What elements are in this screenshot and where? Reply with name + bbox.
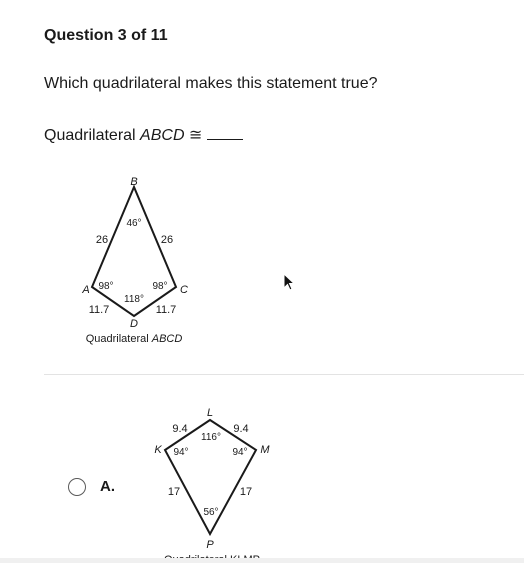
angle-a-label: 98° [98, 281, 114, 292]
vertex-m-label: M [260, 444, 270, 456]
question-header: Question 3 of 11 [44, 27, 168, 44]
angle-p-label: 56° [203, 507, 219, 518]
vertex-p-label: P [206, 539, 214, 551]
choice-a-letter: A. [100, 478, 115, 495]
side-lm-label: 9.4 [233, 423, 249, 435]
bottom-scroll-strip [0, 558, 524, 563]
question-prompt: Which quadrilateral makes this statement true? [44, 75, 378, 92]
mouse-cursor-icon [283, 273, 297, 298]
angle-c-label: 98° [152, 281, 168, 292]
vertex-c-label: C [180, 284, 188, 296]
vertex-k-label: K [154, 444, 162, 456]
caption-name: ABCD [151, 333, 183, 345]
side-ab-label: 26 [95, 234, 109, 246]
angle-l-label: 116° [201, 432, 221, 443]
side-ad-label: 11.7 [88, 304, 110, 316]
side-kp-label: 17 [167, 486, 181, 498]
vertex-a-label: A [82, 284, 90, 296]
congruent-symbol: ≅ [184, 127, 207, 144]
section-divider [44, 374, 524, 375]
angle-k-label: 94° [173, 447, 189, 458]
caption-prefix: Quadrilateral [85, 333, 152, 345]
statement-prefix: Quadrilateral [44, 127, 141, 144]
angle-b-label: 46° [126, 218, 142, 229]
vertex-d-label: D [130, 318, 138, 330]
angle-d-label: 118° [124, 294, 144, 305]
vertex-l-label: L [206, 407, 214, 419]
side-kl-label: 9.4 [172, 423, 188, 435]
side-mp-label: 17 [239, 486, 253, 498]
side-bc-label: 26 [160, 234, 174, 246]
figure-klmp [0, 380, 524, 563]
angle-m-label: 94° [232, 447, 248, 458]
figure-klmp-svg [0, 380, 524, 563]
statement-name: ABCD [140, 127, 185, 144]
side-cd-label: 11.7 [155, 304, 177, 316]
figure-abcd-caption [86, 333, 183, 345]
vertex-b-label: B [130, 176, 138, 188]
